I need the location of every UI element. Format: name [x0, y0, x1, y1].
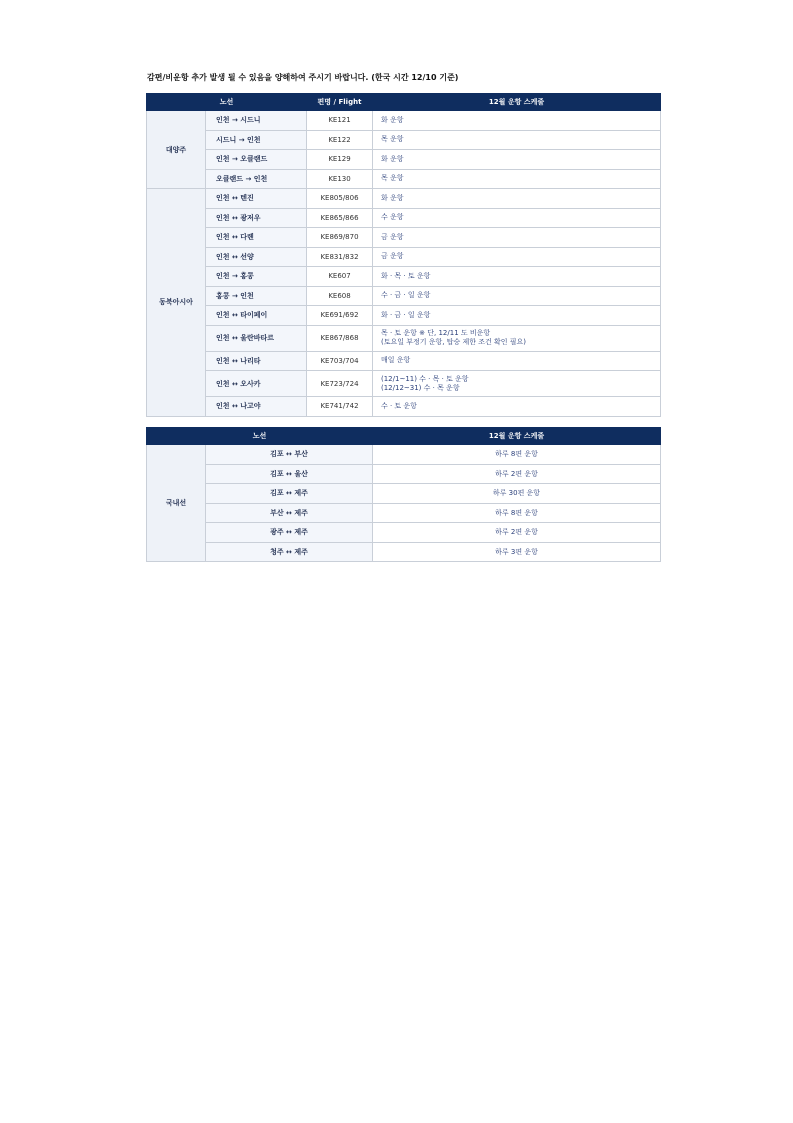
- schedule-cell: [373, 371, 661, 397]
- route-cell: 인천 ↔ 울란바타르: [206, 325, 307, 351]
- flight-cell: KE723/724: [307, 371, 373, 397]
- table-row: [147, 111, 661, 131]
- region-cell: 동북아시아: [147, 189, 206, 417]
- schedule-cell: [373, 228, 661, 248]
- schedule-cell: [373, 286, 661, 306]
- schedule-line: (토요일 부정기 운항, 탑승 제한 조건 확인 필요): [381, 338, 526, 346]
- table-header-row: [147, 428, 661, 445]
- route-cell: 오클랜드 → 인천: [206, 169, 307, 189]
- schedule-cell: 하루 2편 운항: [373, 464, 661, 484]
- route-cell: 청주 ↔ 제주: [206, 542, 373, 562]
- schedule-cell: [373, 130, 661, 150]
- schedule-cell: [373, 208, 661, 228]
- table-row: [147, 464, 661, 484]
- route-cell: 인천 → 시드니: [206, 111, 307, 131]
- schedule-line: (12/1~11) 수 · 목 · 토 운항: [381, 374, 469, 383]
- header-schedule: 12월 운항 스케줄: [373, 428, 661, 445]
- schedule-cell: 하루 2편 운항: [373, 523, 661, 543]
- table-row: [147, 542, 661, 562]
- route-cell: 인천 ↔ 타이페이: [206, 306, 307, 326]
- schedule-cell: 하루 30편 운항: [373, 484, 661, 504]
- domestic-schedule-table: [146, 427, 661, 562]
- schedule-cell: 하루 3편 운항: [373, 542, 661, 562]
- flight-cell: KE129: [307, 150, 373, 170]
- table-row: [147, 371, 661, 397]
- header-flight: 편명 / Flight: [307, 94, 373, 111]
- route-cell: 인천 ↔ 나고야: [206, 397, 307, 417]
- region-cell: 대양주: [147, 111, 206, 189]
- table-row: [147, 523, 661, 543]
- schedule-line: 금 운항: [381, 252, 404, 261]
- table-row: [147, 228, 661, 248]
- flight-cell: KE607: [307, 267, 373, 287]
- table-row: [147, 503, 661, 523]
- table-row: [147, 130, 661, 150]
- schedule-line: 목 운항: [381, 174, 404, 183]
- flight-cell: KE608: [307, 286, 373, 306]
- route-cell: 인천 → 오클랜드: [206, 150, 307, 170]
- schedule-line: 화 · 금 · 일 운항: [381, 310, 431, 319]
- route-cell: 김포 ↔ 울산: [206, 464, 373, 484]
- flight-cell: KE865/866: [307, 208, 373, 228]
- schedule-cell: [373, 325, 661, 351]
- route-cell: 시드니 → 인천: [206, 130, 307, 150]
- schedule-line: 목 운항: [381, 135, 404, 144]
- route-cell: 부산 ↔ 제주: [206, 503, 373, 523]
- international-schedule-table: [146, 93, 661, 417]
- schedule-cell: [373, 247, 661, 267]
- schedule-cell: [373, 150, 661, 170]
- flight-cell: KE122: [307, 130, 373, 150]
- schedule-cell: [373, 267, 661, 287]
- schedule-cell: [373, 169, 661, 189]
- schedule-cell: [373, 189, 661, 209]
- schedule-line: 매일 운항: [381, 356, 411, 365]
- table-row: [147, 445, 661, 465]
- notice-text: 감편/비운항 추가 발생 될 수 있음을 양해하여 주시기 바랍니다. (한국 시간 12/10 기준): [147, 73, 459, 82]
- table-row: [147, 306, 661, 326]
- table-header-row: [147, 94, 661, 111]
- schedule-line: (12/12~31) 수 · 목 운항: [381, 383, 460, 392]
- route-cell: 인천 ↔ 오사카: [206, 371, 307, 397]
- flight-cell: KE691/692: [307, 306, 373, 326]
- route-cell: 홍콩 → 인천: [206, 286, 307, 306]
- route-cell: 김포 ↔ 제주: [206, 484, 373, 504]
- table-row: [147, 189, 661, 209]
- schedule-cell: [373, 397, 661, 417]
- route-cell: 인천 ↔ 나리타: [206, 351, 307, 371]
- schedule-line: 수 운항: [381, 213, 404, 222]
- route-cell: 인천 → 홍콩: [206, 267, 307, 287]
- schedule-cell: [373, 306, 661, 326]
- flight-cell: KE869/870: [307, 228, 373, 248]
- flight-cell: KE805/806: [307, 189, 373, 209]
- region-cell: 국내선: [147, 445, 206, 562]
- table-row: [147, 169, 661, 189]
- table-row: [147, 247, 661, 267]
- route-cell: 인천 ↔ 다롄: [206, 228, 307, 248]
- header-route: 노선: [147, 94, 307, 111]
- route-cell: 광주 ↔ 제주: [206, 523, 373, 543]
- header-route: 노선: [147, 428, 373, 445]
- route-cell: 인천 ↔ 선양: [206, 247, 307, 267]
- table-row: [147, 351, 661, 371]
- schedule-line: 금 운항: [381, 232, 404, 241]
- schedule-cell: 하루 8편 운항: [373, 445, 661, 465]
- flight-cell: KE867/868: [307, 325, 373, 351]
- schedule-line: 화 운항: [381, 193, 404, 202]
- table-row: [147, 484, 661, 504]
- route-cell: 김포 ↔ 부산: [206, 445, 373, 465]
- route-cell: 인천 ↔ 광저우: [206, 208, 307, 228]
- table-row: [147, 286, 661, 306]
- schedule-line: 목 · 토 운항 ※ 단, 12/11 도 비운항: [381, 329, 491, 337]
- schedule-line: 화 운항: [381, 154, 404, 163]
- schedule-cell: [373, 351, 661, 371]
- schedule-cell: [373, 111, 661, 131]
- table-row: [147, 150, 661, 170]
- schedule-cell: 하루 8편 운항: [373, 503, 661, 523]
- table-row: [147, 397, 661, 417]
- schedule-line: 화 운항: [381, 115, 404, 124]
- schedule-line: 화 · 목 · 토 운항: [381, 271, 431, 280]
- flight-cell: KE703/704: [307, 351, 373, 371]
- schedule-line: 수 · 토 운항: [381, 401, 417, 410]
- route-cell: 인천 ↔ 텐진: [206, 189, 307, 209]
- table-row: [147, 208, 661, 228]
- table-row: [147, 267, 661, 287]
- header-schedule: 12월 운항 스케줄: [373, 94, 661, 111]
- flight-cell: KE121: [307, 111, 373, 131]
- schedule-line: 수 · 금 · 일 운항: [381, 291, 431, 300]
- flight-cell: KE130: [307, 169, 373, 189]
- flight-cell: KE741/742: [307, 397, 373, 417]
- flight-cell: KE831/832: [307, 247, 373, 267]
- table-row: [147, 325, 661, 351]
